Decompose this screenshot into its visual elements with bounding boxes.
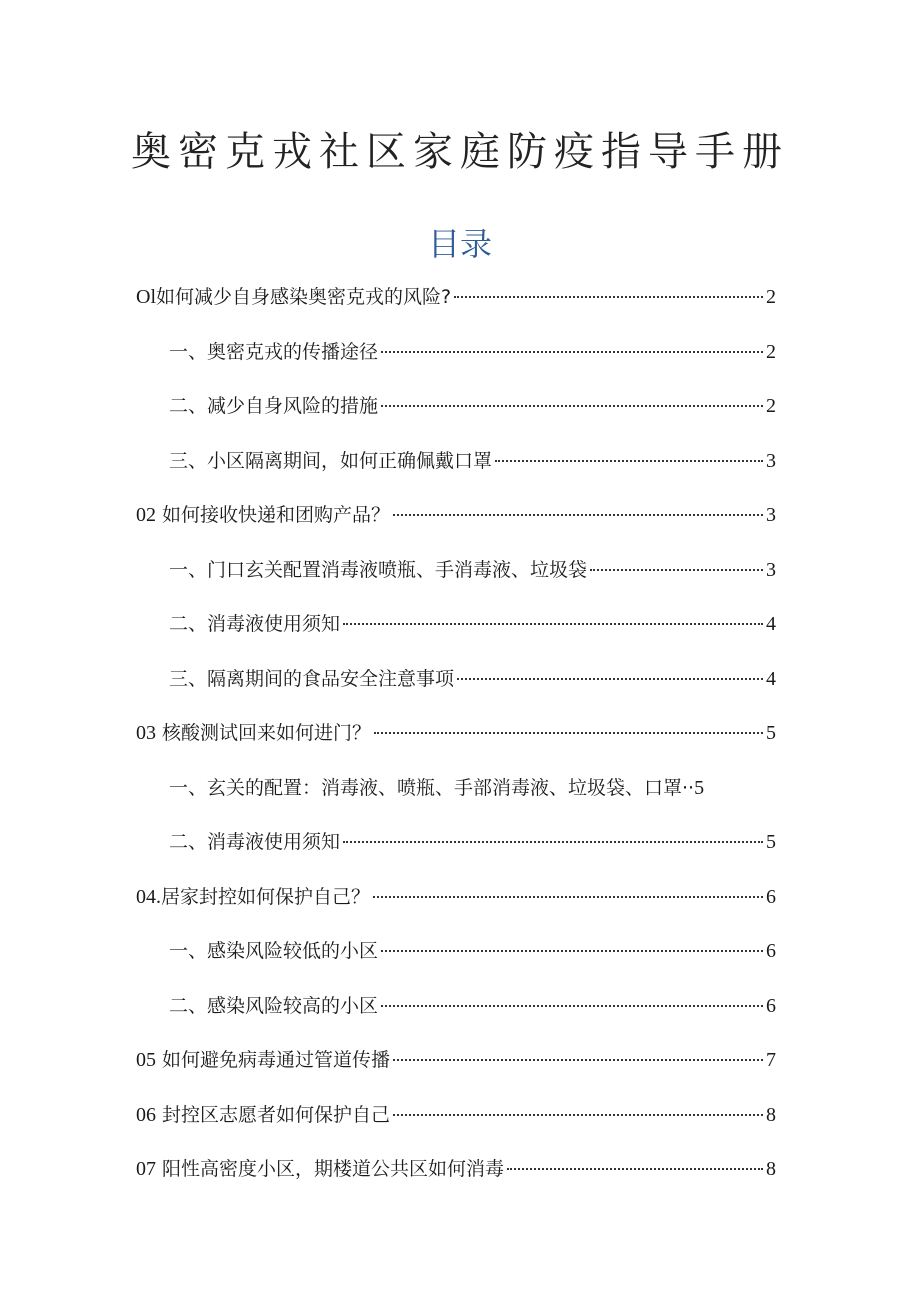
toc-entry-number: 04. xyxy=(136,885,161,908)
toc-entry[interactable] xyxy=(136,933,776,988)
document-title: 奥密克戎社区家庭防疫指导手册 xyxy=(131,129,789,175)
toc-entry[interactable] xyxy=(136,661,776,716)
toc-entry-label: 阳性高密度小区，期楼道公共区如何消毒 xyxy=(162,1158,505,1180)
toc-dot-leader xyxy=(381,405,763,407)
toc-entry-title xyxy=(136,1042,390,1078)
toc-page-number: 2 xyxy=(766,340,776,363)
toc-entry-label: 一、门口玄关配置消毒液喷瓶、手消毒液、垃圾袋 xyxy=(169,558,588,581)
toc-dot-leader xyxy=(381,950,763,952)
toc-entry[interactable] xyxy=(136,879,776,934)
toc-entry-label: 一、感染风险较低的小区 xyxy=(169,940,379,962)
toc-page-number: 5 xyxy=(694,776,705,799)
toc-dot-leader xyxy=(590,569,763,571)
toc-entry[interactable] xyxy=(136,334,776,389)
toc-page-number: 5 xyxy=(766,831,776,853)
toc-entry-number: 03 xyxy=(136,722,156,744)
toc-page-number: 3 xyxy=(766,558,776,581)
toc-page-number: 6 xyxy=(766,940,776,962)
toc-entry-title xyxy=(136,1151,504,1187)
toc-page-number: 3 xyxy=(766,449,776,472)
toc-heading: 目录 xyxy=(427,225,492,263)
toc-dot-leader xyxy=(373,896,763,898)
toc-entry[interactable] xyxy=(136,770,776,825)
toc-entry-number: 06 xyxy=(136,1103,156,1126)
toc-entry-label: 二、减少自身风险的措施 xyxy=(169,395,379,417)
toc-entry-label: 一、奥密克戎的传播途径 xyxy=(169,340,379,363)
toc-entry-label: 核酸测试回来如何进门？ xyxy=(162,722,372,744)
toc-entry-label: 如何减少自身感染奥密克戎的风险? xyxy=(156,286,452,308)
toc-dot-leader xyxy=(457,678,763,680)
toc-dot-leader xyxy=(507,1168,763,1170)
toc-entry[interactable] xyxy=(136,1097,776,1152)
toc-entry-label: 二、消毒液使用须知 xyxy=(169,831,341,853)
toc-entry-label: 居家封控如何保护自己？ xyxy=(161,885,371,908)
toc-page-number: 2 xyxy=(766,286,776,308)
toc-entry-label: 如何避免病毒通过管道传播 xyxy=(162,1049,391,1071)
toc-entry-label: 如何接收快递和团购产品？ xyxy=(162,504,391,526)
toc-page-number: 7 xyxy=(766,1049,776,1071)
toc-entry[interactable] xyxy=(136,1151,776,1206)
toc-entry[interactable] xyxy=(136,388,776,443)
toc-page-number: 3 xyxy=(766,504,776,526)
table-of-contents xyxy=(136,279,776,1206)
toc-entry-label: 二、消毒液使用须知 xyxy=(169,613,341,635)
toc-entry-title xyxy=(136,715,371,751)
toc-entry-number: 05 xyxy=(136,1049,156,1071)
toc-dot-leader xyxy=(393,1059,763,1061)
toc-page-number: 4 xyxy=(766,613,776,635)
toc-page-number: 2 xyxy=(766,395,776,417)
toc-entry-label: 封控区志愿者如何保护自己 xyxy=(162,1103,391,1126)
toc-page-number: 6 xyxy=(766,994,776,1017)
toc-entry[interactable] xyxy=(136,552,776,607)
toc-entry-label: 二、感染风险较高的小区 xyxy=(169,994,379,1017)
toc-entry-title xyxy=(136,279,451,315)
toc-page-number: 8 xyxy=(766,1103,776,1126)
toc-entry-number: Ol xyxy=(136,286,156,308)
toc-entry-label: 一、玄关的配置：消毒液、喷瓶、手部消毒液、垃圾袋、口罩·· xyxy=(169,776,695,799)
toc-entry[interactable] xyxy=(136,279,776,334)
toc-entry-title xyxy=(136,1097,390,1133)
toc-dot-leader xyxy=(381,351,763,353)
toc-entry[interactable] xyxy=(136,606,776,661)
toc-entry-title xyxy=(136,879,370,915)
toc-entry-label: 三、小区隔离期间，如何正确佩戴口罩 xyxy=(169,449,493,472)
toc-dot-leader xyxy=(374,732,763,734)
toc-entry[interactable] xyxy=(136,1042,776,1097)
toc-entry-number: 07 xyxy=(136,1158,156,1180)
toc-entry[interactable] xyxy=(136,443,776,498)
toc-dot-leader xyxy=(343,841,763,843)
toc-page-number: 6 xyxy=(766,885,776,908)
toc-entry[interactable] xyxy=(136,824,776,879)
toc-page-number: 8 xyxy=(766,1158,776,1180)
toc-entry[interactable] xyxy=(136,497,776,552)
toc-dot-leader xyxy=(381,1005,763,1007)
toc-page-number: 4 xyxy=(766,667,776,690)
toc-entry[interactable] xyxy=(136,988,776,1043)
toc-dot-leader xyxy=(393,514,763,516)
toc-entry[interactable] xyxy=(136,715,776,770)
toc-dot-leader xyxy=(343,623,763,625)
toc-entry-title xyxy=(136,497,390,533)
toc-page-number: 5 xyxy=(766,722,776,744)
toc-dot-leader xyxy=(495,460,763,462)
toc-dot-leader xyxy=(454,296,763,298)
toc-entry-number: 02 xyxy=(136,504,156,526)
toc-dot-leader xyxy=(393,1114,763,1116)
toc-entry-label: 三、隔离期间的食品安全注意事项 xyxy=(169,667,455,690)
